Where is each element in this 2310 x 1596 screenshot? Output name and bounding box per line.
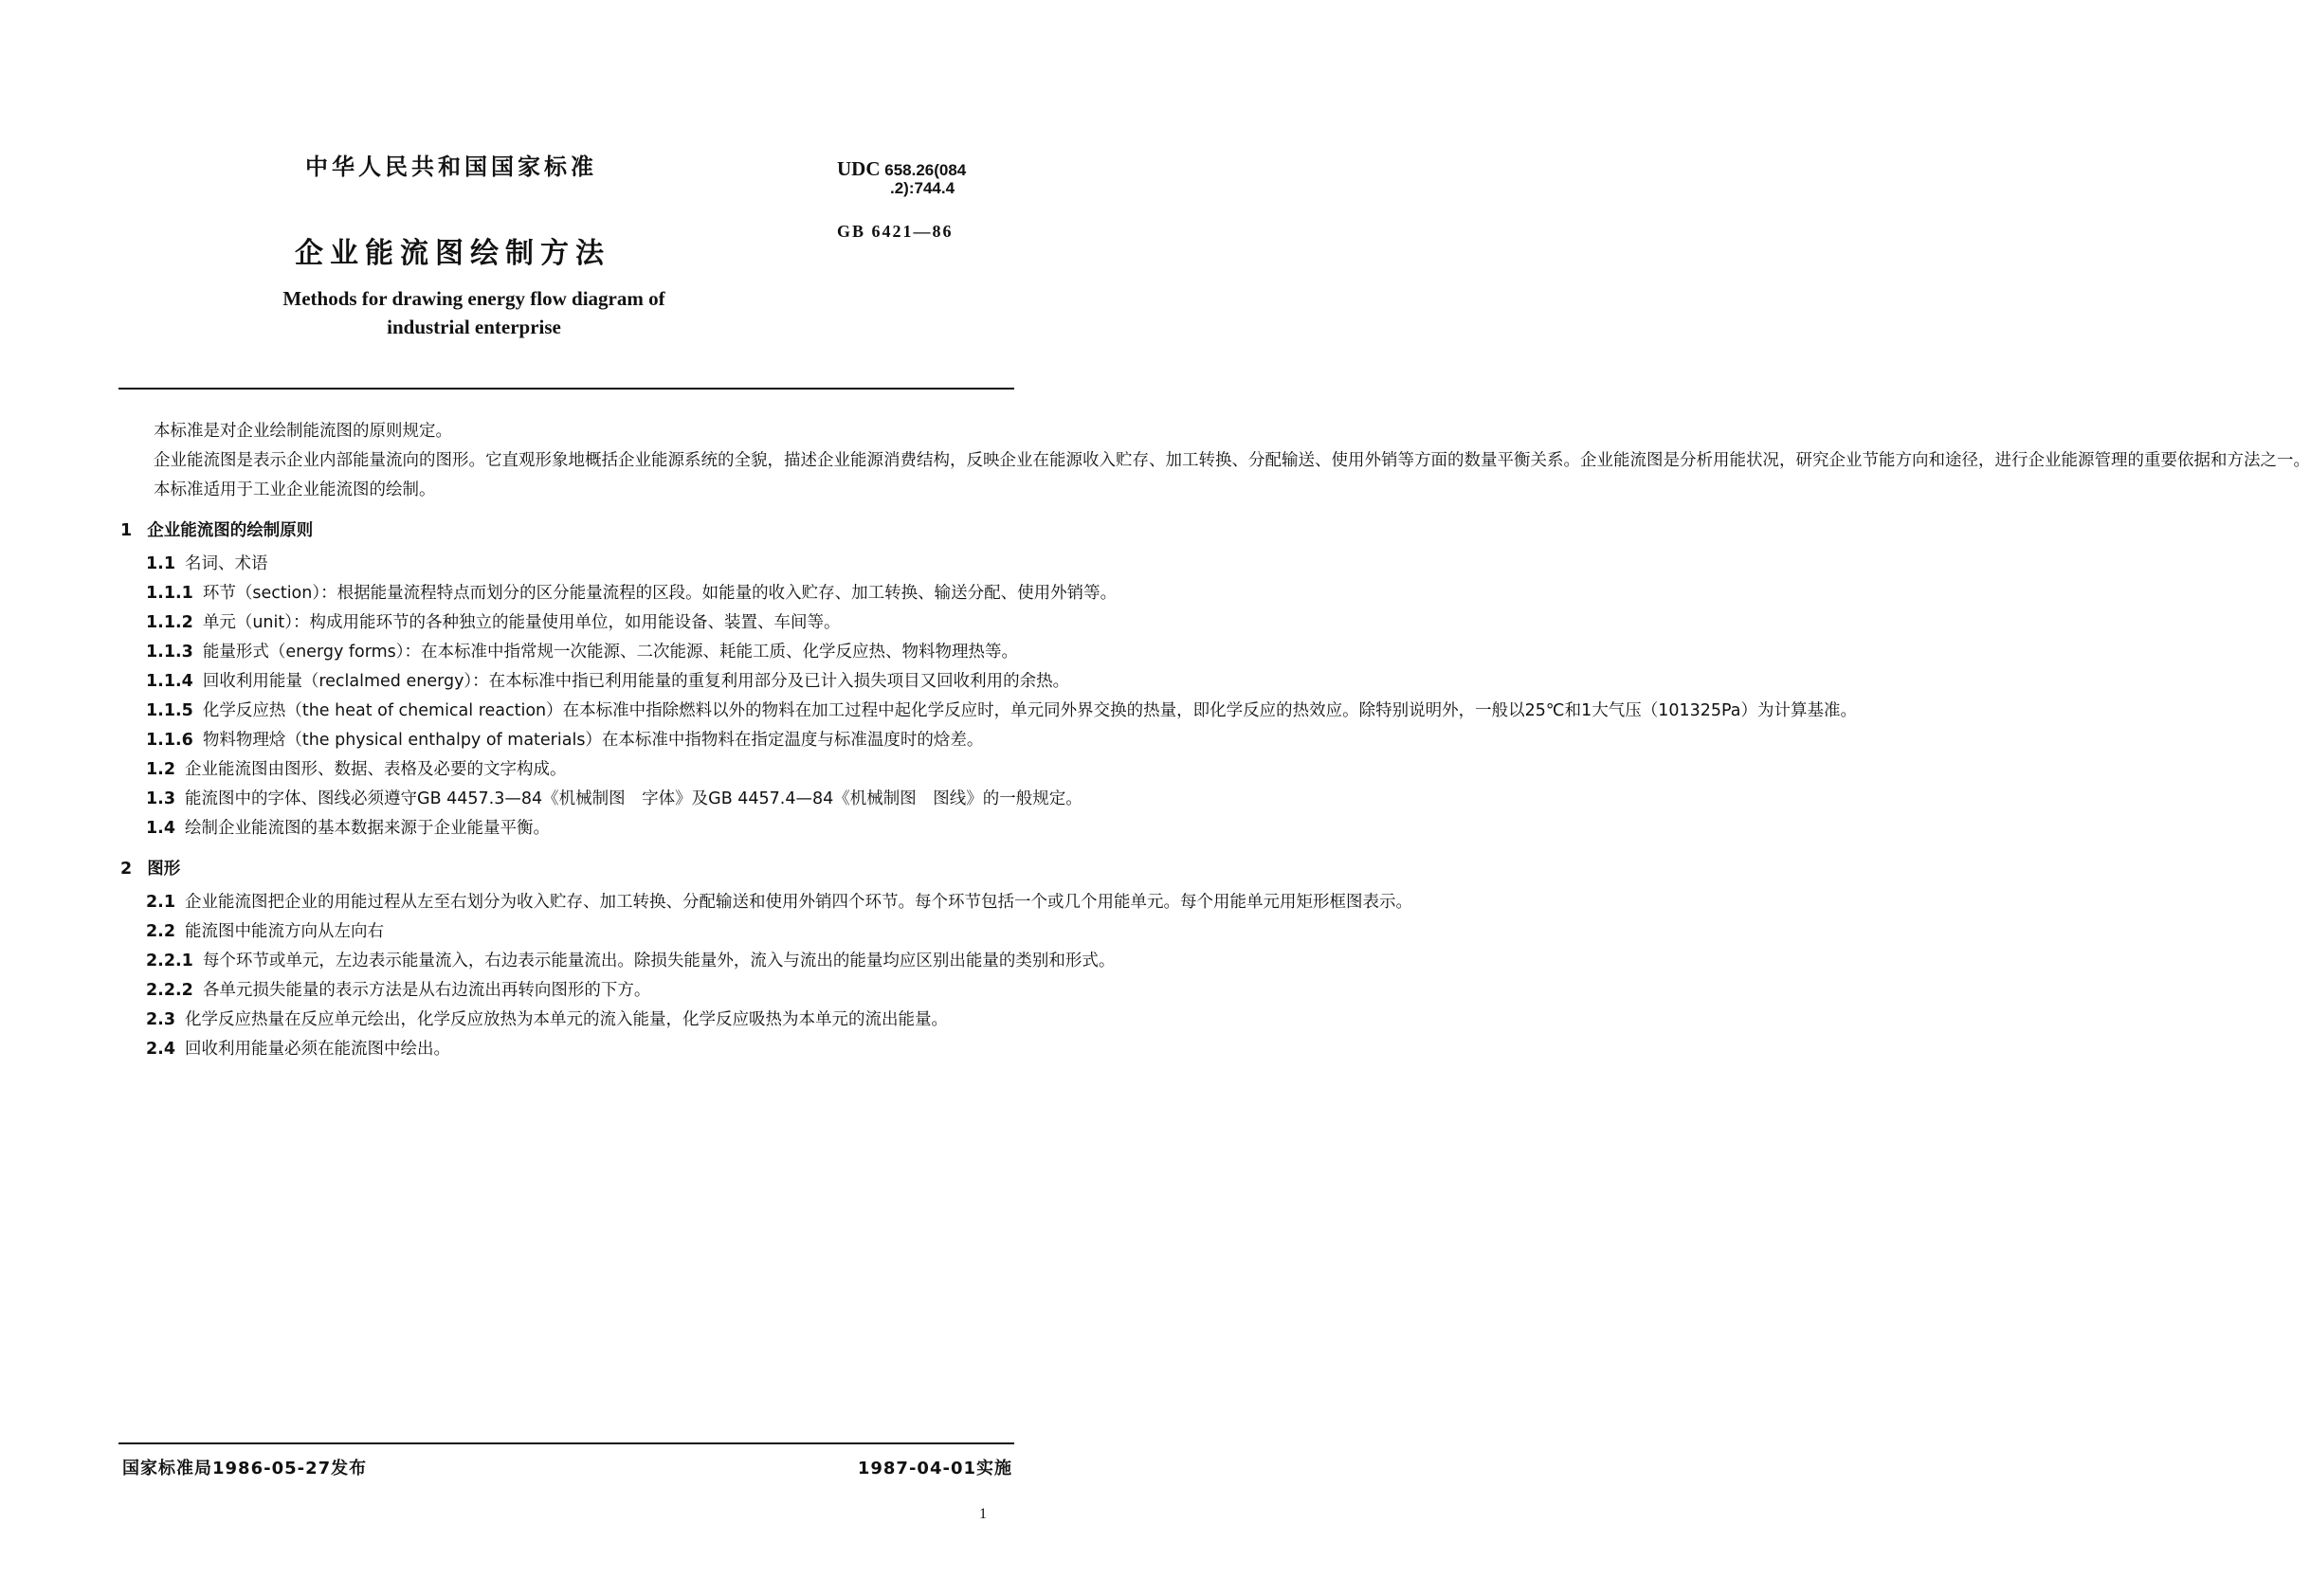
clause-number: 1.1.2: [146, 613, 193, 632]
country-standard-heading: 中华人民共和国国家标准: [305, 154, 597, 180]
clause-text: 化学反应热量在反应单元绘出，化学反应放热为本单元的流入能量，化学反应吸热为本单元的流出能量。: [185, 1010, 949, 1029]
clause-text: 回收利用能量必须在能流图中绘出。: [185, 1040, 451, 1059]
section-2-heading: [120, 855, 1011, 884]
clause-number: 1.1: [146, 554, 176, 573]
udc-label: UDC: [837, 157, 881, 180]
document-title-chinese: 企业能流图绘制方法: [295, 237, 610, 270]
udc-line-1: 658.26(084: [884, 161, 967, 179]
page-number: 1: [979, 1506, 987, 1522]
clause-text: 能量形式（energy forms）：在本标准中指常规一次能源、二次能源、耗能工质、化学反应热、物料物理热等。: [202, 643, 1019, 662]
gb-standard-number: GB 6421—86: [837, 222, 954, 241]
clause-number: 2.3: [146, 1010, 176, 1029]
section-title: 图形: [147, 860, 181, 879]
clause-text: 能流图中能流方向从左向右: [185, 922, 385, 941]
clause-text: 环节（section）：根据能量流程特点而划分的区分能量流程的区段。如能量的收入贮存、加工转换、输送分配、使用外销等。: [202, 584, 1118, 603]
clause-text: 绘制企业能流图的基本数据来源于企业能量平衡。: [185, 819, 551, 838]
section-2-items: [120, 888, 1413, 1064]
clause-number: 2.2.2: [146, 981, 193, 1000]
clause-text: 每个环节或单元，左边表示能量流入，右边表示能量流出。除损失能量外，流入与流出的能量均应区别出能量的类别和形式。: [202, 952, 1116, 970]
section-title: 企业能流图的绘制原则: [147, 521, 314, 540]
document-body: [120, 417, 2310, 1064]
document-title-english: Methods for drawing energy flow diagram of industrial enterprise: [282, 287, 665, 338]
section-number: 2: [120, 860, 133, 879]
section-1-items: [120, 550, 1857, 843]
footer-divider: [118, 1442, 1014, 1444]
udc-line-2: .2):744.4: [890, 179, 955, 197]
clause-text: 化学反应热（the heat of chemical reaction）在本标准中指除燃料以外的物料在加工过程中起化学反应时，单元同外界交换的热量，即化学反应的热效应。除特别说明外，一般以25℃和1大气压（101325Pa）为计算基准。: [202, 701, 1857, 720]
clause-number: 1.1.1: [146, 584, 193, 603]
clause-number: 2.4: [146, 1040, 176, 1059]
clause-text: 回收利用能量（reclalmed energy）：在本标准中指已利用能量的重复利用部分及已计入损失项目又回收利用的余热。: [202, 672, 1070, 691]
clause-number: 1.4: [146, 819, 176, 838]
clause-number: 2.2: [146, 922, 176, 941]
effective-date: 1987-04-01实施: [857, 1459, 1012, 1478]
clause-text: 企业能流图由图形、数据、表格及必要的文字构成。: [185, 760, 567, 779]
issue-date: 国家标准局1986-05-27发布: [122, 1459, 368, 1478]
intro-paragraph-3: 本标准适用于工业企业能流图的绘制。: [154, 481, 436, 499]
clause-text: 能流图中的字体、图线必须遵守GB 4457.3—84《机械制图 字体》及GB 4457.4—84《机械制图 图线》的一般规定。: [185, 789, 1082, 808]
clause-number: 1.1.5: [146, 701, 193, 720]
clause-number: 1.1.3: [146, 643, 193, 662]
section-number: 1: [120, 521, 133, 540]
udc-code: [837, 159, 966, 180]
clause-text: 单元（unit）：构成用能环节的各种独立的能量使用单位，如用能设备、装置、车间等。: [202, 613, 841, 632]
clause-text: 企业能流图把企业的用能过程从左至右划分为收入贮存、加工转换、分配输送和使用外销四个环节。每个环节包括一个或几个用能单元。每个用能单元用矩形框图表示。: [185, 893, 1413, 912]
clause-text: 各单元损失能量的表示方法是从右边流出再转向图形的下方。: [202, 981, 651, 1000]
clause-number: 1.3: [146, 789, 176, 808]
clause-text: 物料物理焓（the physical enthalpy of materials）在本标准中指物料在指定温度与标准温度时的焓差。: [202, 731, 984, 750]
clause-number: 1.1.4: [146, 672, 193, 691]
clause-number: 2.1: [146, 893, 176, 912]
header-divider: [118, 388, 1014, 390]
intro-paragraph-2: 企业能流图是表示企业内部能量流向的图形。它直观形象地概括企业能源系统的全貌，描述企业能源消费结构，反映企业在能源收入贮存、加工转换、分配输送、使用外销等方面的数量平衡关系。企业能流图是分析用能状况，研究企业节能方向和途径，进行企业能源管理的重要依据和方法之一。: [154, 451, 2310, 470]
clause-number: 2.2.1: [146, 952, 193, 970]
intro-paragraph-1: 本标准是对企业绘制能流图的原则规定。: [154, 422, 452, 441]
clause-number: 1.2: [146, 760, 176, 779]
section-1-heading: [120, 517, 1011, 546]
clause-number: 1.1.6: [146, 731, 193, 750]
clause-text: 名词、术语: [185, 554, 268, 573]
